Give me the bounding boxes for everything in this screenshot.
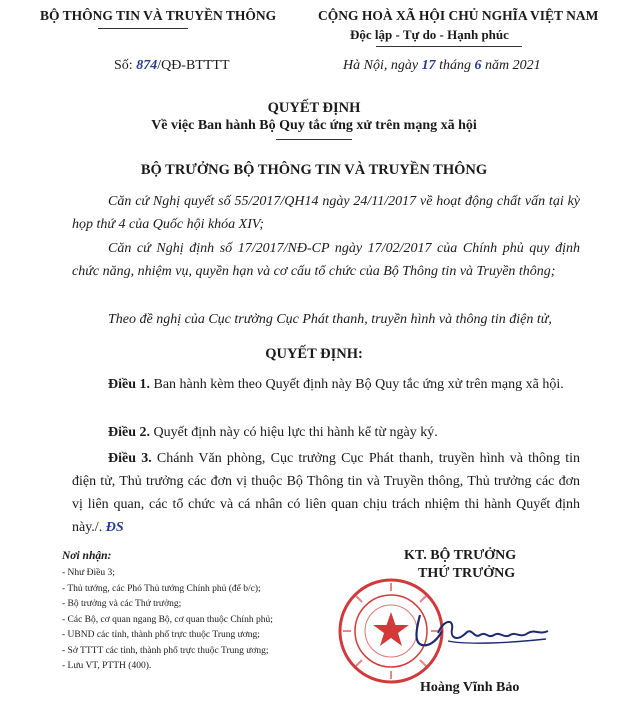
handwritten-initials: ĐS — [105, 520, 124, 535]
article-label: Điều 2. — [108, 425, 150, 440]
article-2 — [72, 421, 580, 444]
place-date — [343, 58, 541, 74]
article-label: Điều 1. — [108, 377, 150, 392]
article-1 — [72, 373, 580, 396]
number-prefix: Số: — [114, 58, 133, 73]
recipients-title: Nơi nhận: — [62, 550, 112, 562]
handwritten-signature-icon — [408, 605, 558, 655]
subtitle-underline — [276, 139, 352, 140]
issuer-heading: BỘ TRƯỞNG BỘ THÔNG TIN VÀ TRUYỀN THÔNG — [140, 162, 488, 178]
article-3 — [72, 447, 580, 539]
recipient-item: - Thủ tướng, các Phó Thủ tướng Chính phủ (để b/c); — [62, 583, 261, 594]
handwritten-number: 874 — [136, 58, 158, 73]
article-text: Ban hành kèm theo Quyết định này Bộ Quy tắc ứng xử trên mạng xã hội. — [153, 377, 564, 392]
document-title: QUYẾT ĐỊNH — [267, 100, 361, 116]
recipients-list — [62, 566, 273, 675]
legal-basis-3: Theo đề nghị của Cục trưởng Cục Phát thanh, truyền hình và thông tin điện tử, — [108, 312, 552, 327]
article-label: Điều 3. — [108, 451, 152, 466]
article-text: Chánh Văn phòng, Cục trưởng Cục Phát thanh, truyền hình và thông tin điện tử, Thủ trưởng các đơn vị thuộc Bộ Thông tin và Truyền thông, Thủ trưởng các đơn vị liên quan, các tổ chức và cá nhân có liên quan chịu trách nhiệm thi hành Quyết định này./. — [72, 451, 581, 535]
signer-name: Hoàng Vĩnh Bảo — [420, 680, 520, 695]
document-number — [114, 58, 230, 74]
recipient-item: - UBND các tỉnh, thành phố trực thuộc Trung ương; — [62, 630, 260, 640]
month-label: tháng — [439, 58, 471, 73]
recipient-item: - Bộ trưởng và các Thứ trưởng; — [62, 599, 182, 609]
signature-role: KT. BỘ TRƯỞNG — [404, 548, 517, 563]
legal-basis-2: Căn cứ Nghị định số 17/2017/NĐ-CP ngày 17/02/2017 của Chính phủ quy định chức năng, nhiệm vụ, quyền hạn và cơ cấu tổ chức của Bộ Thông tin và Truyền thông; — [72, 241, 580, 279]
handwritten-day: 17 — [421, 58, 436, 73]
recipient-item: - Như Điều 3; — [62, 568, 115, 578]
year-label: năm 2021 — [484, 58, 541, 73]
signature-title: THỨ TRƯỞNG — [418, 566, 516, 581]
place-prefix: Hà Nội, ngày — [343, 58, 419, 73]
motto-underline — [376, 46, 522, 47]
republic-name: CỘNG HOÀ XÃ HỘI CHỦ NGHĨA VIỆT NAM — [318, 8, 599, 23]
recipient-item: - Sở TTTT các tỉnh, thành phố trực thuộc Trung ương; — [62, 645, 269, 656]
legal-basis-1: Căn cứ Nghị quyết số 55/2017/QH14 ngày 24/11/2017 về hoạt động chất vấn tại kỳ họp thứ 4 của Quốc hội khóa XIV; — [72, 194, 580, 232]
recipient-item: - Các Bộ, cơ quan ngang Bộ, cơ quan thuộc Chính phủ; — [62, 614, 273, 625]
ministry-name: BỘ THÔNG TIN VÀ TRUYỀN THÔNG — [40, 8, 277, 23]
decide-heading: QUYẾT ĐỊNH: — [265, 346, 363, 362]
article-text: Quyết định này có hiệu lực thi hành kể từ ngày ký. — [153, 425, 438, 440]
ministry-underline — [98, 28, 188, 29]
recipient-item: - Lưu VT, PTTH (400). — [62, 661, 152, 671]
number-suffix: /QĐ-BTTTT — [157, 58, 230, 73]
handwritten-month: 6 — [474, 58, 482, 73]
document-subtitle: Về việc Ban hành Bộ Quy tắc ứng xử trên mạng xã hội — [151, 118, 477, 133]
national-motto: Độc lập - Tự do - Hạnh phúc — [350, 27, 509, 42]
